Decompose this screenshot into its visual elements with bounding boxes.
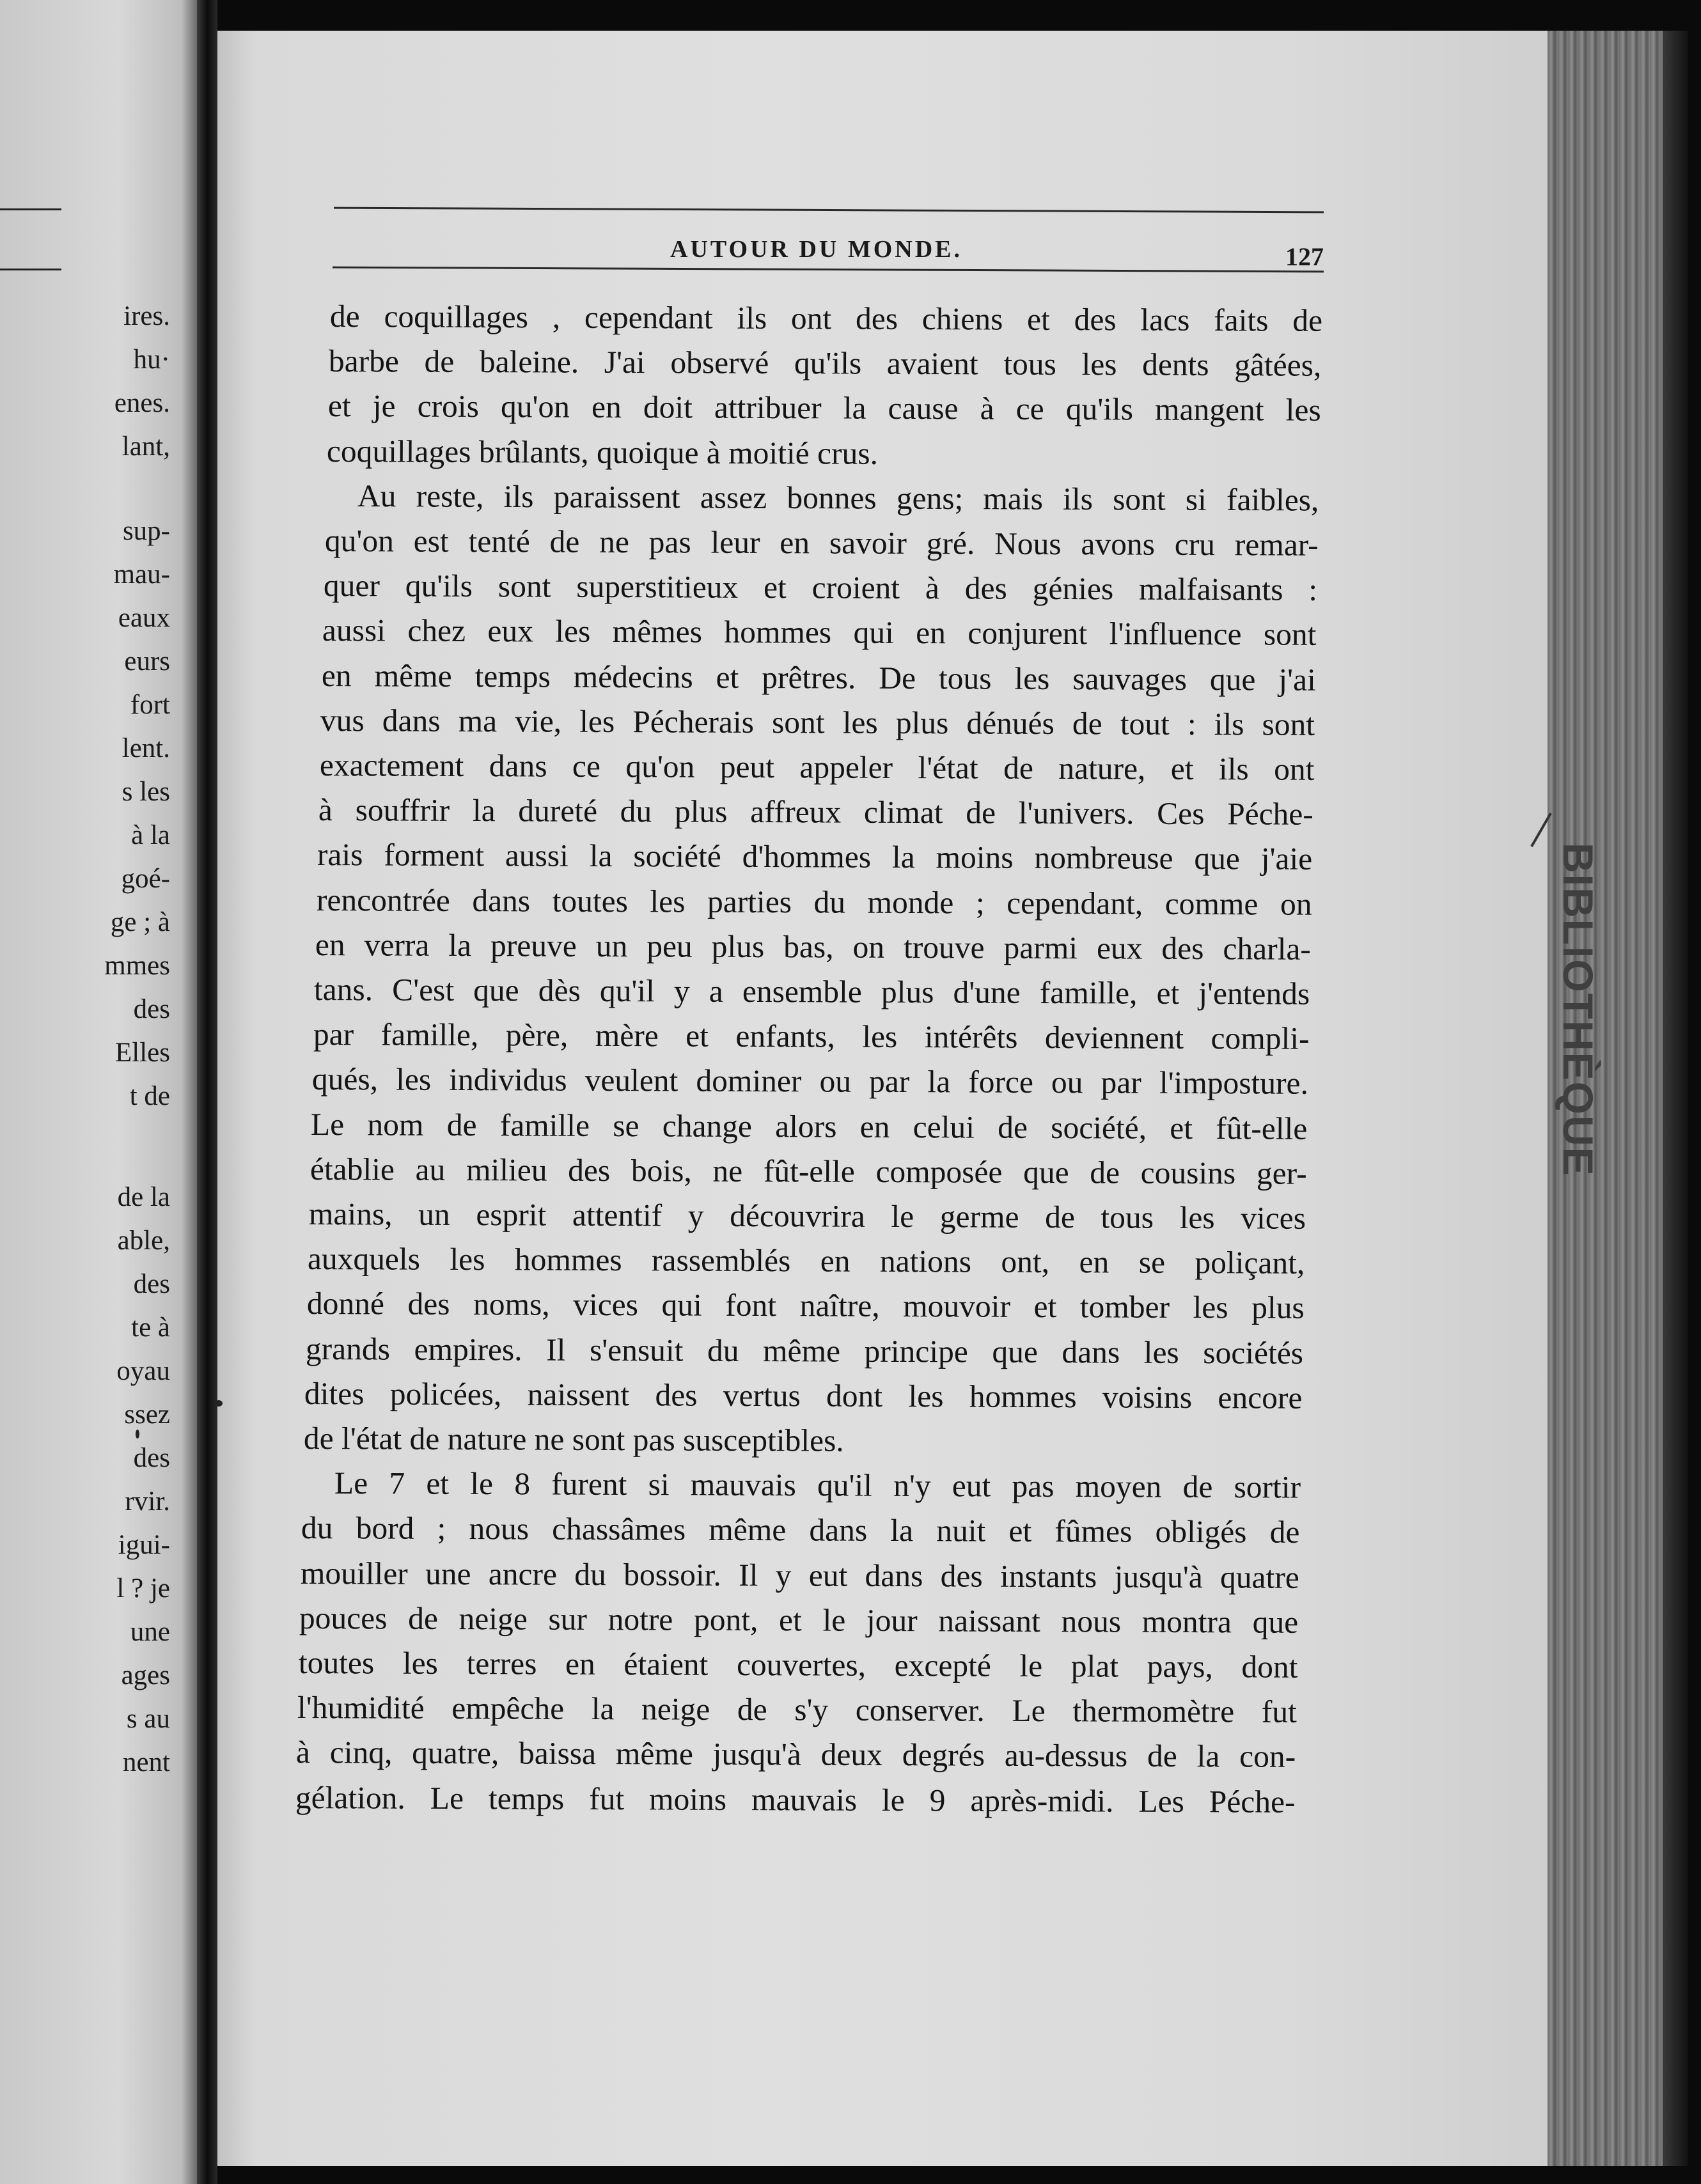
left-page-line: des [133, 994, 170, 1024]
left-page-line: Elles [115, 1038, 170, 1068]
body-line: aussi chez eux les mêmes hommes qui en conjurent l'influence sont [322, 612, 1317, 653]
running-head: AUTOUR DU MONDE. [670, 236, 963, 263]
body-line: coquillages brûlants, quoique à moitié crus. [326, 433, 879, 471]
body-line: qu'on est tenté de ne pas leur en savoir gré. Nous avons cru remar- [324, 523, 1319, 563]
body-line: l'humidité empêche la neige de s'y conserver. Le thermomètre fut [297, 1690, 1297, 1730]
left-page-line: mau- [113, 559, 170, 589]
body-line: auxquels les hommes rassemblés en nations ont, en se poliçant, [308, 1241, 1305, 1281]
body-line: dites policées, naissent des vertus dont les hommes voisins encore [304, 1375, 1303, 1416]
body-line: vus dans ma vie, les Pécherais sont les plus dénués de tout : ils sont [320, 702, 1315, 742]
body-line: à souffrir la dureté du plus affreux climat de l'univers. Ces Péche- [318, 792, 1313, 832]
book-gutter [197, 0, 217, 2184]
left-page-line: able, [117, 1226, 170, 1256]
left-page-line: hu· [133, 345, 170, 375]
body-line: exactement dans ce qu'on peut appeler l'état de nature, et ils ont [319, 747, 1315, 787]
left-page-line: ssez [124, 1400, 170, 1430]
body-line: à cinq, quatre, baissa même jusqu'à deux degrés au-dessus de la con- [296, 1735, 1296, 1775]
body-line: du bord ; nous chassâmes même dans la nuit et fûmes obligés de [301, 1510, 1300, 1550]
left-page-line: rvir. [125, 1486, 170, 1517]
body-line: mains, un esprit attentif y découvrira le germe de tous les vices [308, 1196, 1306, 1236]
body-line: en même temps médecins et prêtres. De tous les sauvages que j'ai [321, 657, 1316, 698]
page-number: 127 [1285, 242, 1324, 271]
body-line: pouces de neige sur notre pont, et le jour naissant nous montra que [299, 1600, 1299, 1640]
left-page-line: nent [122, 1747, 170, 1777]
library-stamp: BIBLIOTHÈQUE [1555, 843, 1602, 1177]
body-line: tans. C'est que dès qu'il y a ensemble plus d'une famille, et j'entends [314, 972, 1310, 1011]
body-line: Au reste, ils paraissent assez bonnes gens; mais ils sont si faibles, [357, 478, 1319, 518]
left-page-line: mmes [104, 951, 170, 981]
body-line: toutes les terres en étaient couvertes, excepté le plat pays, dont [298, 1645, 1298, 1685]
body-line: barbe de baleine. J'ai observé qu'ils avaient tous les dents gâtées, [329, 343, 1322, 383]
left-facing-page [0, 0, 197, 2184]
left-page-line: à la [131, 820, 170, 850]
left-page-line: enes. [114, 388, 170, 418]
body-line: établie au milieu des bois, ne fût-elle composée que de cousins ger- [310, 1151, 1307, 1191]
left-page-rule-top [0, 208, 61, 210]
left-page-rule-bottom [0, 269, 61, 270]
left-page-line: des [133, 1443, 170, 1473]
body-line: de coquillages , cependant ils ont des chiens et des lacs faits de [329, 299, 1323, 338]
left-page-line: s les [122, 777, 170, 807]
body-line: Le 7 et le 8 furent si mauvais qu'il n'y eut pas moyen de sortir [334, 1465, 1301, 1505]
left-page-line: l ? je [116, 1573, 170, 1603]
scan-speck [215, 1400, 223, 1407]
body-line: rencontrée dans toutes les parties du monde ; cependant, comme on [316, 882, 1312, 922]
body-line: et je crois qu'on en doit attribuer la cause à ce qu'ils mangent les [327, 388, 1321, 428]
body-line: donné des noms, vices qui font naître, mouvoir et tomber les plus [306, 1286, 1305, 1326]
left-page-line: oyau [116, 1356, 170, 1386]
left-page-line: goé- [121, 864, 170, 894]
left-page-line: une [130, 1617, 170, 1647]
left-page-line: fort [130, 690, 170, 720]
body-line: gélation. Le temps fut moins mauvais le 9 après-midi. Les Péche- [295, 1779, 1296, 1820]
body-line: qués, les individus veulent dominer ou par la force ou par l'imposture. [311, 1061, 1308, 1102]
left-page-line: ages [121, 1660, 170, 1690]
body-line: par famille, père, mère et enfants, les intérêts deviennent compli- [313, 1017, 1310, 1056]
left-page-line: igui- [118, 1530, 170, 1560]
left-page-line: eurs [124, 646, 170, 676]
scan-speck [136, 1430, 139, 1439]
left-page-line: lant, [122, 432, 170, 462]
left-page-line: te à [131, 1313, 170, 1343]
page-edge-shadow [1663, 31, 1688, 2166]
body-line: rais forment aussi la société d'hommes la moins nombreuse que j'aie [317, 837, 1313, 877]
left-page-line: s au [126, 1704, 170, 1734]
body-line: grands empires. Il s'ensuit du même principe que dans les sociétés [305, 1330, 1304, 1371]
body-line: de l'état de nature ne sont pas susceptibles. [303, 1421, 844, 1458]
body-line: Le nom de famille se change alors en celui de société, et fût-elle [311, 1106, 1308, 1146]
left-page-line: lent. [122, 733, 170, 763]
left-page-line: ires. [123, 301, 170, 331]
left-page-line: sup- [122, 516, 170, 546]
left-page-line: des [133, 1269, 170, 1299]
body-line: en verra la preuve un peu plus bas, on trouve parmi eux des charla- [315, 926, 1311, 967]
body-line: mouiller une ancre du bossoir. Il y eut dans des instants jusqu'à quatre [300, 1555, 1299, 1595]
left-page-line: eaux [118, 603, 170, 633]
left-page-line: de la [117, 1182, 170, 1212]
left-page-line: ge ; à [110, 907, 170, 937]
body-line: quer qu'ils sont superstitieux et croient à des génies malfaisants : [323, 568, 1318, 607]
left-page-line: t de [129, 1081, 170, 1111]
